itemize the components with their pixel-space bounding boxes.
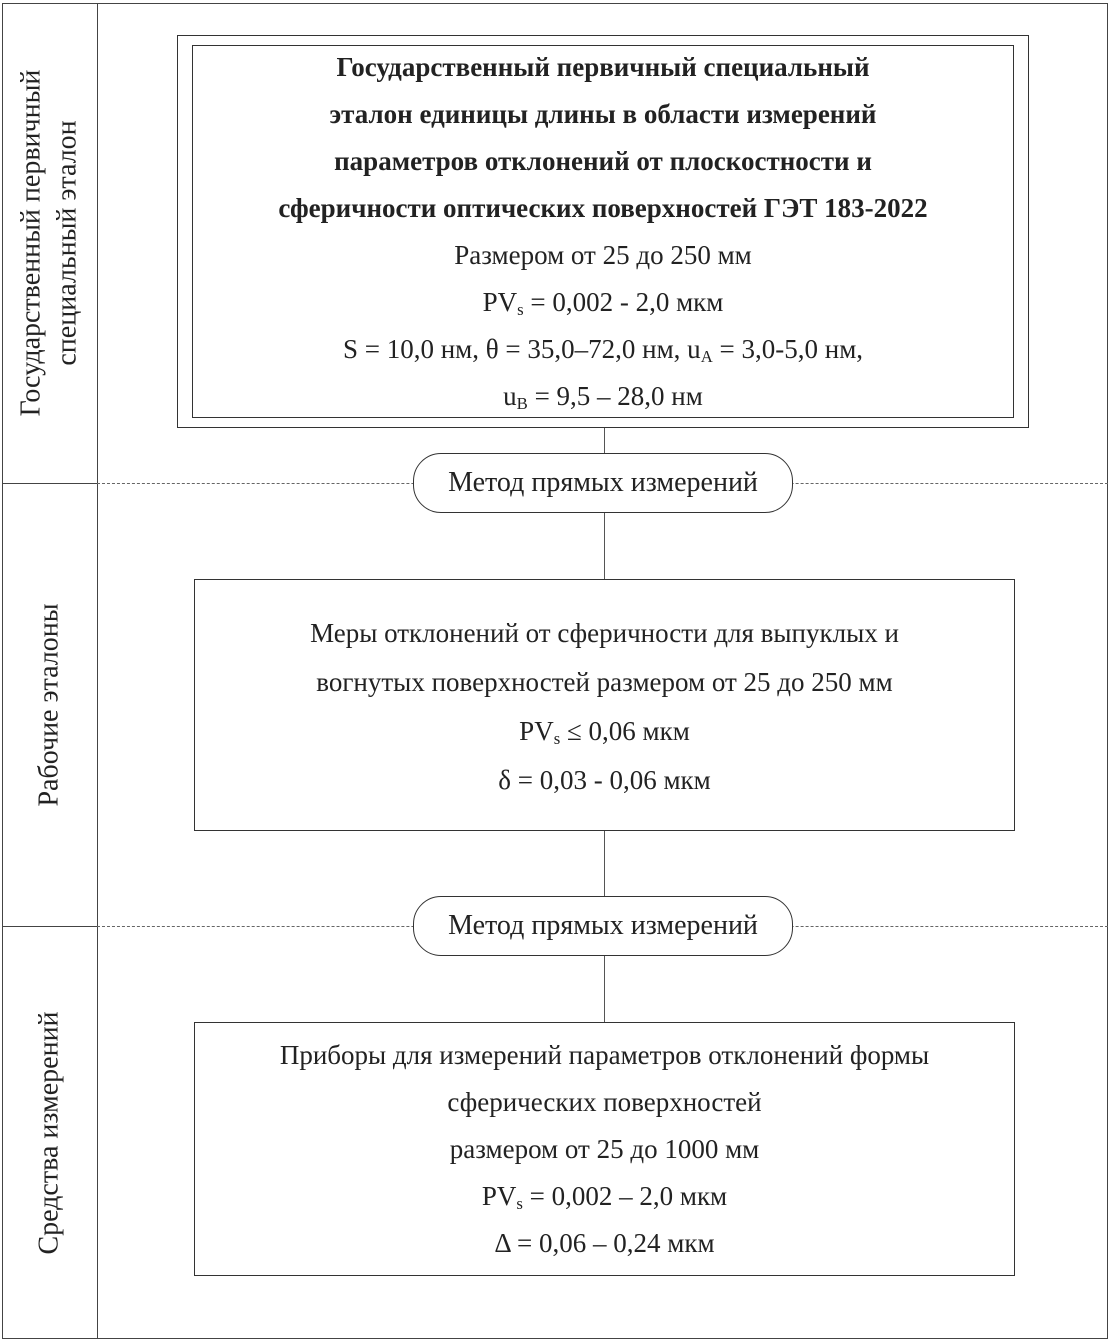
side-label-instruments-text: Средства измерений: [33, 1010, 65, 1255]
connector-line: [604, 956, 605, 1022]
connector-line: [604, 513, 605, 579]
params-text-2: = 3,0-5,0 нм,: [712, 333, 864, 364]
primary-parameters: [343, 326, 863, 373]
instrument-line: Приборы для измерений параметров отклонений формы: [279, 1039, 930, 1070]
pv-value: = 0,002 - 2,0 мкм: [523, 286, 724, 317]
working-line: вогнутых поверхностей размером от 25 до 250 мм: [316, 667, 893, 697]
ub-symbol: u: [503, 380, 517, 411]
primary-pv-range: [483, 279, 724, 326]
side-label-primary-line1: Государственный первичный: [15, 69, 47, 417]
connector-line: [604, 830, 605, 896]
primary-title-line: параметров отклонений от плоскостности и: [334, 145, 872, 176]
instrument-line: сферических поверхностей: [447, 1086, 762, 1117]
working-standards-box: [194, 579, 1015, 831]
primary-title-line: сферичности оптических поверхностей ГЭТ 183-2022: [278, 192, 928, 223]
primary-title-line: эталон единицы длины в области измерений: [329, 98, 877, 129]
pv-subscript: s: [516, 1193, 523, 1213]
ub-value: = 9,5 – 28,0 нм: [527, 380, 703, 411]
ub-subscript: B: [516, 393, 528, 413]
pv-symbol: PV: [482, 286, 518, 317]
primary-title-line: Государственный первичный специальный: [336, 51, 870, 82]
label-column-divider: [97, 3, 98, 1339]
side-label-working-text: Рабочие эталоны: [33, 602, 65, 807]
instruments-box: [194, 1022, 1015, 1276]
working-delta: δ = 0,03 - 0,06 мкм: [498, 765, 711, 795]
working-pv: [519, 707, 690, 756]
primary-standard-box: [177, 35, 1029, 428]
side-label-instruments: [2, 926, 97, 1339]
pv-symbol: PV: [481, 1180, 517, 1211]
pv-subscript: s: [517, 299, 524, 319]
primary-size-range: Размером от 25 до 250 мм: [454, 239, 752, 270]
instrument-pv: [482, 1173, 727, 1220]
instrument-line: размером от 25 до 1000 мм: [449, 1133, 760, 1164]
working-line: Меры отклонений от сферичности для выпуклых и: [310, 618, 899, 648]
pv-subscript: s: [553, 729, 561, 749]
pv-symbol: PV: [519, 716, 554, 746]
side-label-primary-line2: специальный эталон: [51, 120, 83, 366]
primary-ub-value: [503, 373, 703, 420]
side-label-working: [2, 483, 97, 926]
side-label-primary: [2, 3, 97, 483]
params-text: S = 10,0 нм, θ = 35,0–72,0 нм, u: [342, 333, 701, 364]
method-label-1: Метод прямых измерений: [413, 453, 793, 513]
connector-line: [604, 427, 605, 453]
pv-value: ≤ 0,06 мкм: [560, 716, 690, 746]
ua-subscript: A: [700, 346, 713, 366]
method-label-2: Метод прямых измерений: [413, 896, 793, 956]
instrument-delta: Δ = 0,06 – 0,24 мкм: [494, 1227, 715, 1258]
pv-value: = 0,002 – 2,0 мкм: [522, 1180, 728, 1211]
